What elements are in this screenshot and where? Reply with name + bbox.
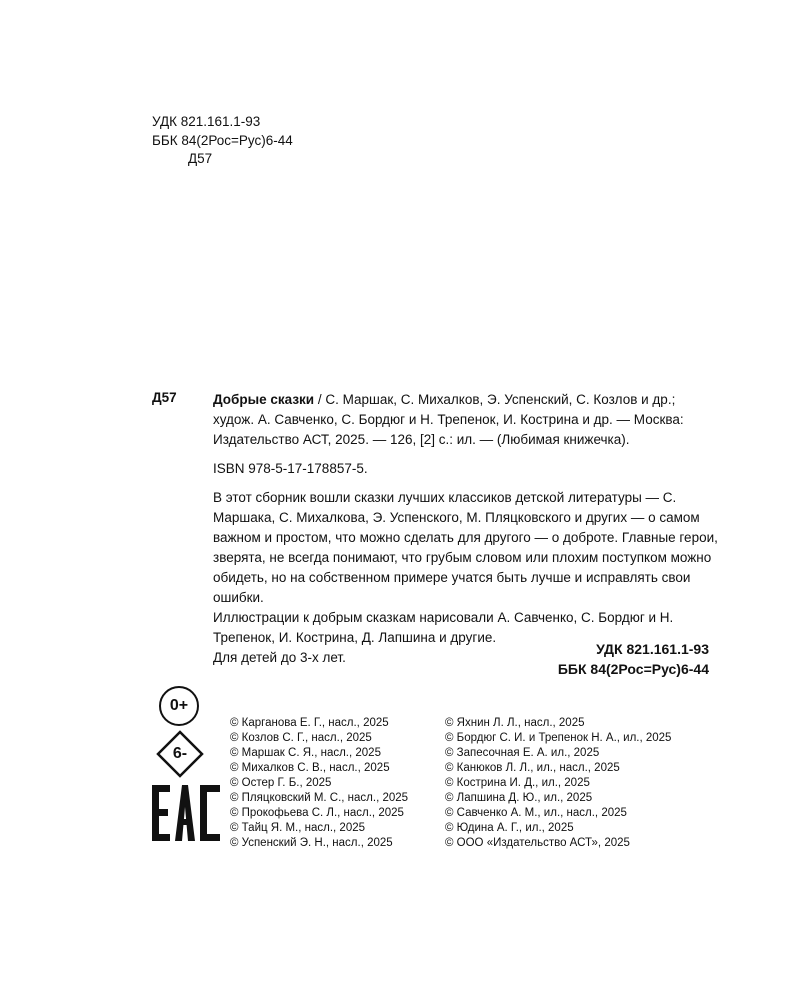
copyright-line: © Лапшина Д. Ю., ил., 2025 — [445, 792, 593, 804]
author-mark: Д57 — [188, 151, 213, 166]
top-classification-codes — [152, 113, 293, 169]
bottom-udk-code: УДК 821.161.1-93 — [596, 641, 709, 657]
annotation-paragraph-2: Иллюстрации к добрым сказкам нарисовали А. Савченко, С. Бордюг и Н. Трепенок, И. Кострина, Д. Лапшина и другие. — [213, 610, 674, 645]
age-rating-diamond-badge — [156, 730, 204, 778]
copyright-line: © Юдина А. Г., ил., 2025 — [445, 822, 574, 834]
copyrights-right-column — [445, 716, 671, 851]
copyright-line: © Канюков Л. Л., ил., насл., 2025 — [445, 762, 620, 774]
age-note: Для детей до 3-х лет. — [213, 650, 346, 665]
copyright-line: © Кострина И. Д., ил., 2025 — [445, 777, 590, 789]
copyright-line: © ООО «Издательство АСТ», 2025 — [445, 837, 630, 849]
copyright-line: © Прокофьева С. Л., насл., 2025 — [230, 807, 404, 819]
bibliographic-entry — [213, 390, 718, 668]
bottom-bbk-code: ББК 84(2Рос=Рус)6-44 — [557, 661, 709, 677]
copyright-line: © Пляцковский М. С., насл., 2025 — [230, 792, 409, 804]
book-title: Добрые сказки — [213, 392, 315, 407]
age-rating-circle-badge: 0+ — [159, 686, 199, 726]
copyright-line: © Михалков С. В., насл., 2025 — [230, 762, 390, 774]
udk-code: УДК 821.161.1-93 — [152, 114, 261, 129]
entry-author-mark: Д57 — [152, 390, 177, 405]
copyright-line: © Карганова Е. Г., насл., 2025 — [230, 717, 389, 729]
copyright-line: © Успенский Э. Н., насл., 2025 — [230, 837, 393, 849]
copyright-line: © Савченко А. М., ил., насл., 2025 — [445, 807, 627, 819]
isbn: ISBN 978-5-17-178857-5. — [213, 461, 368, 476]
copyright-line: © Яхнин Л. Л., насл., 2025 — [445, 717, 585, 729]
copyright-line: © Тайц Я. М., насл., 2025 — [230, 822, 366, 834]
annotation-paragraph-1: В этот сборник вошли сказки лучших классиков детской литературы — С. Маршака, С. Михалкова, Э. Успенского, М. Пляцковского и других — о самом важном и простом, что можно сделать для другого — о доброте. Главные герои, зверята, не всегда понимают, что грубым словом или плохим поступком можно обидеть, но на собственном примере учатся быть лучше и исправлять свои ошибки. — [213, 490, 718, 605]
copyright-line: © Козлов С. Г., насл., 2025 — [230, 732, 372, 744]
bottom-classification-codes — [558, 639, 709, 679]
copyright-line: © Запесочная Е. А. ил., 2025 — [445, 747, 600, 759]
copyright-line: © Маршак С. Я., насл., 2025 — [230, 747, 381, 759]
copyrights-left-column — [230, 716, 408, 851]
copyright-line: © Остер Г. Б., 2025 — [230, 777, 332, 789]
bbk-code: ББК 84(2Рос=Рус)6-44 — [152, 132, 293, 148]
bibliographic-description — [213, 390, 718, 450]
bibliographic-details: / С. Маршак, С. Михалков, Э. Успенский, С. Козлов и др.; худож. А. Савченко, С. Бордюг и Н. Трепенок, И. Кострина и др. — Москва: Издательство АСТ, 2025. — 126, [2] с.: ил. — (Любимая книжечка). — [213, 392, 684, 447]
eac-conformity-mark-icon — [150, 783, 222, 843]
diamond-badge-label: 6- — [172, 745, 188, 762]
copyright-line: © Бордюг С. И. и Трепенок Н. А., ил., 2025 — [445, 732, 672, 744]
